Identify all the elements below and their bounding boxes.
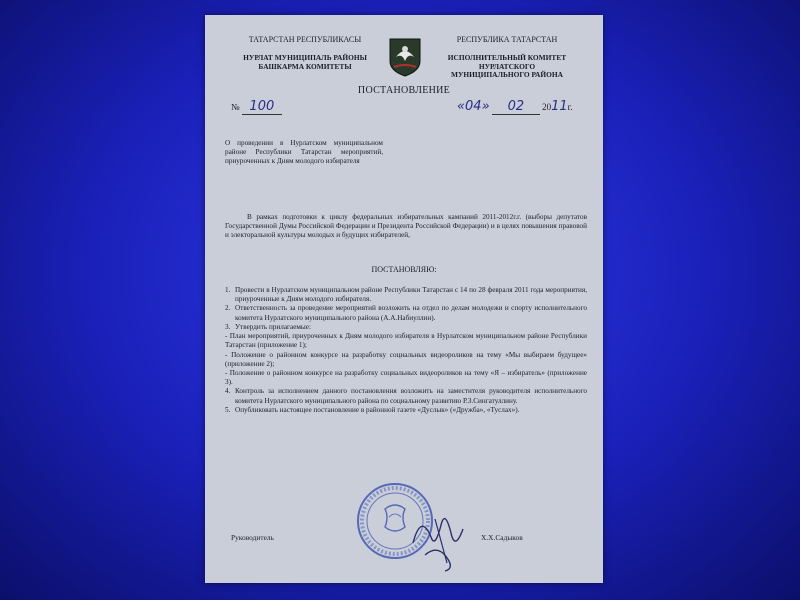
header-right-line3: НУРЛАТСКОГО bbox=[478, 61, 536, 71]
date-month: 02 bbox=[492, 99, 540, 115]
document-date bbox=[457, 99, 573, 115]
item-number: 3. bbox=[225, 322, 231, 331]
attachment-item: - План мероприятий, приуроченных к Дням молодого избирателя в Нурлатском муниципальном районе Республики Татарстан (приложение 1); bbox=[225, 332, 587, 350]
document-number bbox=[231, 99, 282, 115]
handwritten-signature-icon bbox=[405, 503, 475, 573]
item-number: 2. bbox=[225, 304, 231, 313]
date-year-suffix: 11 bbox=[551, 99, 568, 114]
list-item bbox=[225, 387, 587, 405]
header-left-line1: ТАТАРСТАН РЕСПУБЛИКАСЫ bbox=[248, 35, 362, 44]
number-value: 100 bbox=[242, 99, 282, 115]
signature-role: Руководитель bbox=[231, 533, 274, 542]
scanned-document bbox=[205, 15, 603, 583]
signature-name: Х.Х.Садыков bbox=[481, 533, 523, 542]
date-day: «04» bbox=[457, 99, 490, 114]
header-left-line3: БАШКАРМА КОМИТЕТЫ bbox=[258, 61, 352, 71]
header-left bbox=[225, 35, 385, 71]
date-year-prefix: 20 bbox=[542, 102, 552, 112]
item-text: Контроль за исполнением данного постановления возложить на заместителя руководителя исполнительного комитета Нурлатского муниципального района по социальному развитию Р.З.Сингатуллину. bbox=[235, 387, 587, 405]
list-item bbox=[225, 406, 587, 415]
header-right bbox=[427, 35, 587, 80]
attachment-item: - Положение о районном конкурсе на разработку социальных видеороликов на тему «Мы выбираем будущее» (приложение 2); bbox=[225, 350, 587, 368]
intro-paragraph: В рамках подготовки к циклу федеральных избирательных кампаний 2011-2012г.г. (выборы депутатов Государственной Думы Российской Федерации и Президента Российской Федерации) и в целях повышения правовой и электоральной культуры молодых и будущих избирателей, bbox=[225, 213, 587, 240]
header-right-line1: РЕСПУБЛИКА ТАТАРСТАН bbox=[456, 35, 558, 44]
item-number: 1. bbox=[225, 286, 231, 294]
header-right-line4: МУНИЦИПАЛЬНОГО РАЙОНА bbox=[451, 70, 563, 80]
document-title: ПОСТАНОВЛЕНИЕ bbox=[357, 85, 451, 96]
item-text: Утвердить прилагаемые: bbox=[235, 322, 311, 331]
header-right-line2: ИСПОЛНИТЕЛЬНЫЙ КОМИТЕТ bbox=[447, 53, 567, 63]
number-prefix: № bbox=[231, 102, 240, 112]
list-item bbox=[225, 304, 587, 322]
item-text: Ответственность за проведение мероприятий возложить на отдел по делам молодежи и спорту исполнительного комитета Нурлатского муниципального района (А.А.Набиуллин). bbox=[235, 304, 587, 322]
list-item bbox=[225, 323, 587, 332]
coat-of-arms-icon bbox=[388, 37, 422, 77]
document-subject: О проведении в Нурлатском муниципальном районе Республики Татарстан мероприятий, приуроченных к Дням молодого избирателя bbox=[225, 139, 383, 166]
item-text: Провести в Нурлатском муниципальном районе Республики Татарстан с 14 по 28 февраля 2011 года мероприятия, приуроченные к Дням молодого избирателя. bbox=[235, 286, 587, 304]
item-text: Опубликовать настоящее постановление в районной газете «Дуслык» («Дружба», «Туслах»). bbox=[235, 405, 520, 414]
attachment-item: - Положение о районном конкурсе на разработку социальных видеороликов на тему «Я – избиратель» (приложение 3). bbox=[225, 368, 587, 387]
item-number: 4. bbox=[225, 387, 231, 396]
header-left-line2: НУРЛАТ МУНИЦИПАЛЬ РАЙОНЫ bbox=[243, 53, 367, 63]
list-item bbox=[225, 286, 587, 304]
item-number: 5. bbox=[225, 405, 231, 414]
decree-word: ПОСТАНОВЛЯЮ: bbox=[371, 265, 437, 274]
date-end: г. bbox=[567, 102, 573, 112]
decree-items bbox=[225, 286, 587, 415]
